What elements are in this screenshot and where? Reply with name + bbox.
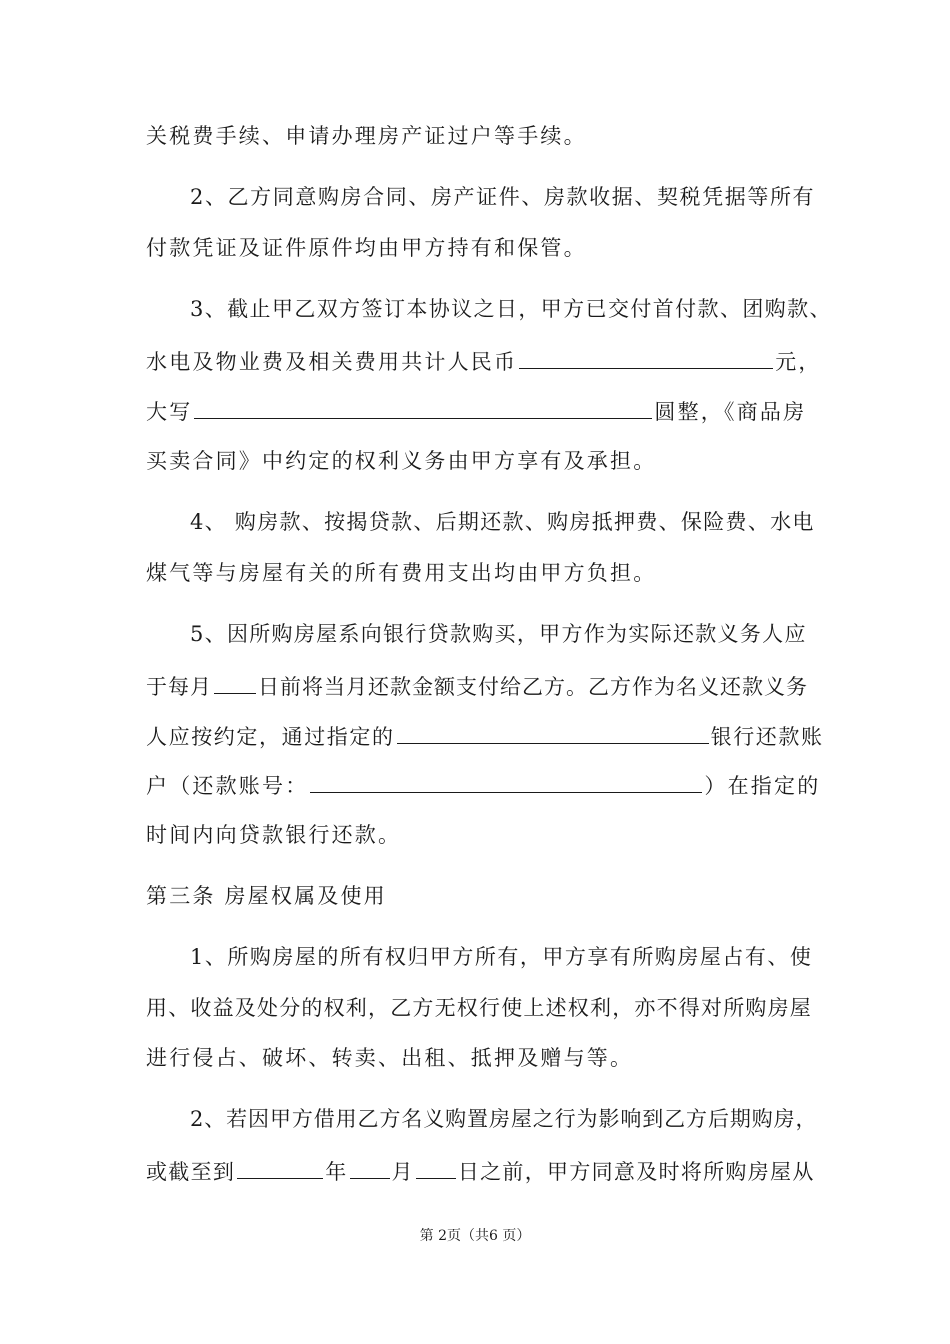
text-segment: 用、收益及处分的权利，乙方无权行使上述权利，亦不得对所购房屋: [146, 996, 812, 1020]
paragraph-line: [190, 614, 806, 654]
amount-in-words-blank[interactable]: [194, 390, 652, 419]
text-segment: 于每月: [146, 675, 212, 699]
page-footer: 第 2页（共6 页）: [419, 1228, 531, 1244]
text-segment: 付款凭证及证件原件均由甲方持有和保管。: [146, 236, 587, 260]
paragraph-line: [146, 1150, 815, 1190]
text-segment: 或截至到: [146, 1160, 236, 1184]
day-blank[interactable]: [214, 665, 256, 694]
text-segment: 元，: [775, 350, 822, 374]
paragraph-line: [190, 1099, 818, 1139]
month-blank[interactable]: [350, 1150, 390, 1179]
paragraph-line: [146, 340, 822, 380]
amount-blank[interactable]: [519, 340, 773, 369]
text-segment: 大写: [146, 400, 193, 424]
text-segment: 关税费手续、申请办理房产证过户等手续。: [146, 124, 587, 148]
paragraph-line: [146, 665, 806, 705]
paragraph-line: [146, 1038, 806, 1078]
text-segment: 圆整，《商品房: [654, 400, 807, 424]
text-segment: 时间内向贷款银行还款。: [146, 823, 402, 847]
text-segment: 进行侵占、破坏、转卖、出租、抵押及赠与等。: [146, 1046, 634, 1070]
paragraph-line: [146, 815, 806, 855]
text-segment: 2、乙方同意购房合同、房产证件、房款收据、契税凭据等所有: [190, 185, 816, 209]
day-blank[interactable]: [416, 1150, 456, 1179]
paragraph-line: [146, 715, 824, 755]
text-segment: 3、截止甲乙双方签订本协议之日，甲方已交付首付款、团购款、: [190, 297, 832, 321]
paragraph-line: [146, 441, 806, 481]
text-segment: 水电及物业费及相关费用共计人民币: [146, 350, 518, 374]
text-segment: 日之前，甲方同意及时将所购房屋从: [457, 1160, 815, 1184]
text-segment: 月: [391, 1160, 414, 1184]
paragraph-line: [146, 988, 812, 1028]
section-heading: [146, 876, 806, 916]
text-segment: 银行还款账: [710, 725, 824, 749]
text-segment: 1、所购房屋的所有权归甲方所有，甲方享有所购房屋占有、使: [190, 945, 813, 969]
text-segment: 人应按约定，通过指定的: [146, 725, 395, 749]
text-segment: 年: [325, 1160, 348, 1184]
paragraph-line: [190, 937, 813, 977]
text-segment: ）在指定的: [704, 774, 821, 798]
text-segment: 5、因所购房屋系向银行贷款购买，甲方作为实际还款义务人应: [190, 622, 807, 646]
paragraph-line: [146, 764, 821, 804]
paragraph-line: [190, 502, 815, 542]
text-segment: 户（还款账号：: [146, 774, 309, 798]
paragraph-line: [146, 116, 806, 156]
bank-name-blank[interactable]: [397, 715, 709, 744]
paragraph-line: [146, 228, 806, 268]
text-segment: 4、 购房款、按揭贷款、后期还款、购房抵押费、保险费、水电: [190, 510, 815, 534]
paragraph-line: [190, 289, 832, 329]
account-number-blank[interactable]: [310, 764, 702, 793]
paragraph-line: [190, 177, 816, 217]
year-blank[interactable]: [237, 1150, 323, 1179]
text-segment: 煤气等与房屋有关的所有费用支出均由甲方负担。: [146, 561, 657, 585]
text-segment: 第三条 房屋权属及使用: [146, 884, 387, 908]
text-segment: 买卖合同》中约定的权利义务由甲方享有及承担。: [146, 449, 657, 473]
text-segment: 日前将当月还款金额支付给乙方。乙方作为名义还款义务: [258, 675, 808, 699]
paragraph-line: [146, 390, 806, 430]
text-segment: 2、若因甲方借用乙方名义购置房屋之行为影响到乙方后期购房，: [190, 1107, 818, 1131]
paragraph-line: [146, 553, 806, 593]
